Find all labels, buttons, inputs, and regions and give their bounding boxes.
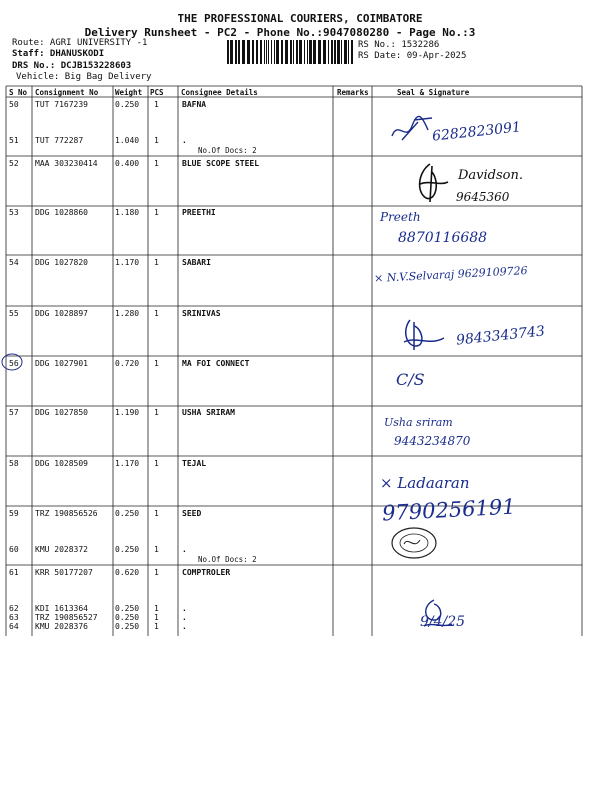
row-consignment: TRZ 190856526 [35,509,98,518]
row-pcs: 1 [154,359,159,368]
row-weight: 0.250 [115,545,140,554]
row-weight: 1.190 [115,408,140,417]
row-consignment: DDG 1028897 [35,309,88,318]
row-consignee: MA FOI CONNECT [182,359,250,368]
row-weight: 0.250 [115,613,140,622]
row-sno: 62 [9,604,19,613]
signature-r52 [410,162,450,204]
row-weight: 0.250 [115,604,140,613]
rs-date: RS Date: 09-Apr-2025 [358,51,467,61]
row-sno: 52 [9,159,19,168]
row-consignee: PREETHI [182,208,216,217]
runsheet-title: Delivery Runsheet - PC2 - Phone No.:9047080280 - Page No.:3 [84,26,476,39]
vehicle-label: Vehicle: Big Bag Delivery [16,72,152,82]
row-pcs: 1 [154,258,159,267]
row-pcs: 1 [154,613,159,622]
row-pcs: 1 [154,100,159,109]
rs-number: RS No.: 1532286 [358,40,440,50]
row-consignee: USHA SRIRAM [182,408,235,417]
row-sno: 50 [9,100,19,109]
row-weight: 0.720 [115,359,140,368]
row-weight: 0.620 [115,568,140,577]
col-remarks: Remarks [337,88,369,97]
handwritten-phone-r55: 9843343743 [455,323,546,349]
row-consignment: DDG 1028509 [35,459,88,468]
row-consignment: DDG 1027901 [35,359,88,368]
handwritten-phone-r51: 6282823091 [431,119,522,145]
col-sno: S No [9,88,28,97]
row-weight: 0.400 [115,159,140,168]
handwritten-name-r52: Davidson. [458,168,523,183]
signature-r51 [388,112,438,146]
row-consignment: TUT 7167239 [35,100,88,109]
row-pcs: 1 [154,136,159,145]
row-sno: 56 [9,359,19,368]
row-sno: 55 [9,309,19,318]
row-consignment: DDG 1027850 [35,408,88,417]
row-consignee: SRINIVAS [182,309,221,318]
row-consignee: . [182,136,187,145]
handwritten-phone-r53: 8870116688 [398,230,488,246]
row-consignee: BAFNA [182,100,207,109]
row-consignment: TRZ 190856527 [35,613,98,622]
row-weight: 0.250 [115,509,140,518]
row-consignment: KMU 2028376 [35,622,88,631]
handwritten-phone-r59: 9790256191 [381,494,517,526]
row-sno: 64 [9,622,19,631]
row-sno: 58 [9,459,19,468]
handwritten-name-r53: Preeth [380,210,421,224]
row-consignment: DDG 1027820 [35,258,88,267]
row-consignee: SEED [182,509,202,518]
handwritten-date-r61: 9/4/25 [420,614,466,630]
row-consignee: BLUE SCOPE STEEL [182,159,260,168]
row-consignee: . [182,622,187,631]
row-sno: 60 [9,545,19,554]
col-pcs: PCS [150,88,164,97]
stamp-r60 [390,526,440,560]
row-pcs: 1 [154,622,159,631]
row-consignee: TEJAL [182,459,207,468]
company-title: THE PROFESSIONAL COURIERS, COIMBATORE [177,12,423,25]
row-consignment: TUT 772287 [35,136,84,145]
row-pcs: 1 [154,509,159,518]
row-consignee: COMPTROLER [182,568,231,577]
route-label: Route: AGRI UNIVERSITY -1 [12,38,148,48]
row-consignment: DDG 1028860 [35,208,88,217]
row-consignment: KRR 50177207 [35,568,93,577]
row-pcs: 1 [154,459,159,468]
col-weight: Weight [115,88,143,97]
handwritten-text-r54: × N.V.Selvaraj 9629109726 [373,263,528,286]
drs-number: DRS No.: DCJB153228603 [12,61,132,71]
row-pcs: 1 [154,545,159,554]
col-consignment: Consignment No [35,88,99,97]
staff-label: Staff: DHANUSKODI [12,49,105,59]
row-weight: 1.280 [115,309,140,318]
row-consignment: KMU 2028372 [35,545,88,554]
row-sno: 54 [9,258,19,267]
row-weight: 0.250 [115,622,140,631]
row-docs-count: No.Of Docs: 2 [198,555,257,564]
row-consignee: SABARI [182,258,211,267]
row-weight: 1.040 [115,136,140,145]
row-sno: 59 [9,509,19,518]
row-consignment: KDI 1613364 [35,604,88,613]
row-pcs: 1 [154,408,159,417]
row-sno: 63 [9,613,19,622]
handwritten-phone-r52: 9645360 [456,190,510,204]
circle-mark-r56 [0,352,24,372]
handwritten-name-r57: Usha sriram [384,416,453,429]
row-docs-count: No.Of Docs: 2 [198,146,257,155]
row-consignee: . [182,545,187,554]
row-sno: 51 [9,136,19,145]
row-weight: 0.250 [115,100,140,109]
handwritten-text-r58: × Ladaaran [380,474,470,492]
row-sno: 53 [9,208,19,217]
col-seal-signature: Seal & Signature [397,88,470,97]
col-consignee: Consignee Details [181,88,258,97]
row-weight: 1.180 [115,208,140,217]
row-weight: 1.170 [115,258,140,267]
row-pcs: 1 [154,309,159,318]
row-pcs: 1 [154,159,159,168]
handwritten-phone-r57: 9443234870 [394,434,471,448]
signature-r55 [400,316,446,352]
handwritten-text-r56: C/S [396,370,425,389]
row-pcs: 1 [154,568,159,577]
row-sno: 57 [9,408,19,417]
row-consignee: . [182,604,187,613]
row-sno: 61 [9,568,19,577]
row-weight: 1.170 [115,459,140,468]
row-pcs: 1 [154,208,159,217]
row-consignment: MAA 303230414 [35,159,98,168]
row-consignee: . [182,613,187,622]
row-pcs: 1 [154,604,159,613]
